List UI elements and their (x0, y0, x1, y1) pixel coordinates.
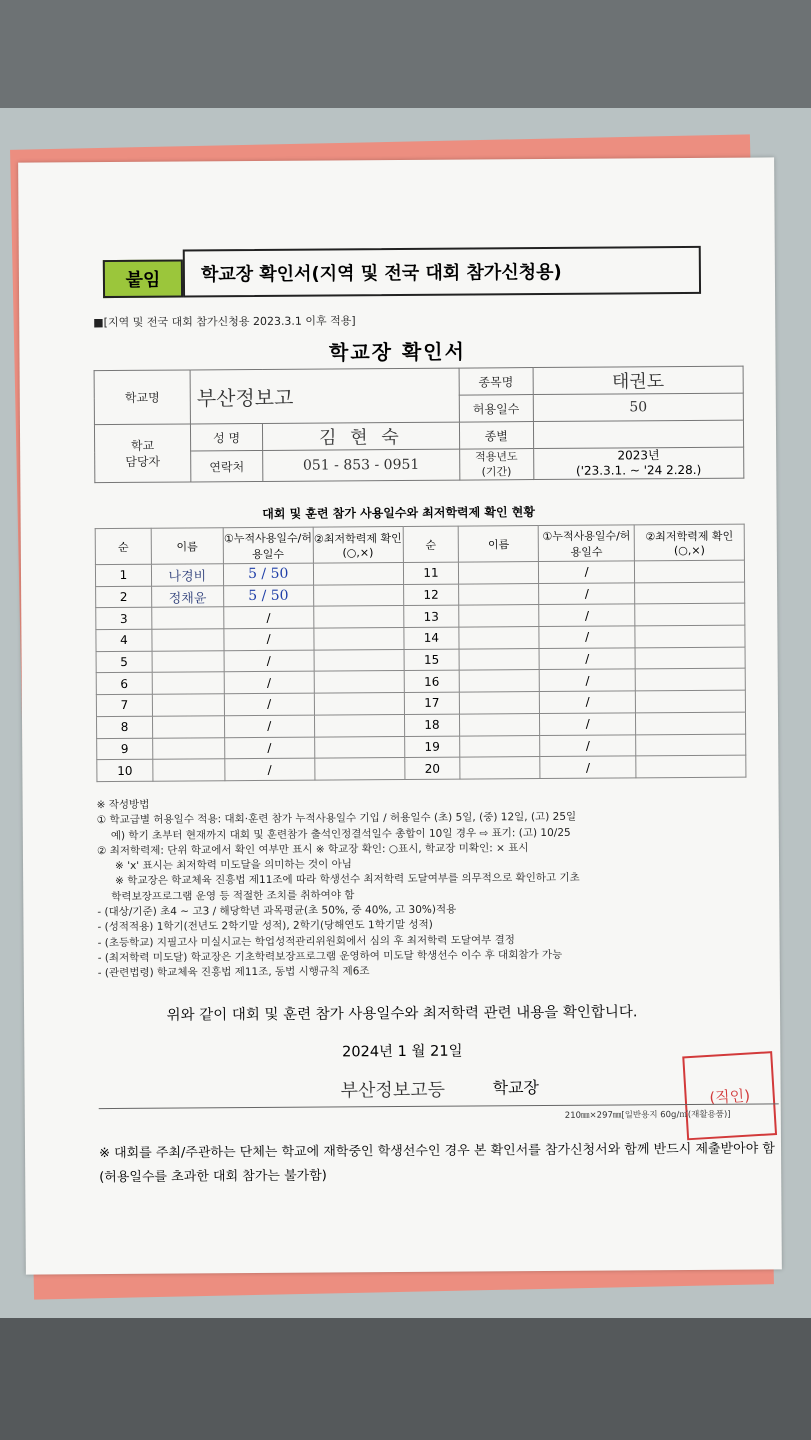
table-cell: 17 (404, 692, 460, 714)
table-cell: / (225, 758, 315, 780)
table-cell: 13 (403, 605, 459, 627)
col-header: ①누적사용일수/허용일수 (538, 525, 634, 562)
name-value: 김 현 숙 (262, 422, 459, 450)
table-cell: 6 (96, 673, 152, 695)
instruction-line: - (초등학교) 지필고사 미실시교는 학업성적관리위원회에서 심의 후 최저학력 도달여부 결정 (97, 933, 515, 949)
table-cell: 11 (403, 562, 459, 584)
instruction-line: 예) 학기 초부터 현재까지 대회 및 훈련참가 출석인정결석일수 총합이 10일 경우 ⇨ 표기: (고) 10/25 (110, 826, 571, 842)
table-cell: 5 (96, 651, 152, 673)
table-cell (460, 692, 540, 714)
table-cell: / (224, 628, 314, 650)
table-cell: 20 (404, 757, 460, 779)
table-cell (459, 648, 539, 670)
table-cell: 4 (96, 629, 152, 651)
table-cell: / (540, 756, 636, 778)
col-header: ②최저학력제 확인(○,×) (313, 526, 403, 563)
table-cell (459, 562, 539, 584)
table-cell (152, 607, 224, 629)
signature-school: 부산정보고등 (340, 1079, 446, 1102)
table-cell: 10 (97, 759, 153, 781)
col-header: 이름 (459, 526, 539, 563)
status-subtitle: 대회 및 훈련 참가 사용일수와 최저학력제 확인 현황 (262, 505, 535, 521)
table-cell: / (539, 604, 635, 626)
table-cell (635, 669, 745, 691)
table-cell (314, 693, 404, 715)
table-cell (635, 690, 745, 712)
table-cell: / (224, 650, 314, 672)
table-cell (314, 649, 404, 671)
table-cell (152, 694, 224, 716)
table-cell: / (539, 561, 635, 583)
attachment-tag: 붙임 (103, 260, 183, 299)
table-cell (636, 755, 746, 777)
table-cell: 14 (403, 627, 459, 649)
instruction-line: ※ 'x' 표시는 최저학력 미도달을 의미하는 것이 아님 (114, 858, 352, 873)
instruction-line: - (최저학력 미도달) 학교장은 기초학력보장프로그램 운영하여 미도달 학생선수 이수 후 대회참가 가능 (97, 948, 563, 965)
table-cell: / (224, 737, 314, 759)
event-value: 태권도 (533, 366, 743, 394)
year-label: 적용년도 (기간) (459, 449, 533, 481)
table-cell (460, 735, 540, 757)
instruction-line: - (관련법령) 학교체육 진흥법 제11조, 동법 시행규칙 제6조 (97, 965, 370, 980)
table-cell (152, 672, 224, 694)
table-cell: / (224, 693, 314, 715)
table-cell: / (539, 669, 635, 691)
table-cell (152, 716, 224, 738)
instruction-line: 학력보장프로그램 운영 등 적절한 조치를 취하여야 함 (111, 889, 355, 903)
issue-date: 2024년 1 월 21일 (342, 1043, 463, 1061)
table-cell (313, 606, 403, 628)
table-cell: / (540, 691, 636, 713)
school-label: 학교명 (94, 370, 190, 425)
footer-note: ※ 대회를 주최/주관하는 단체는 학교에 재학중인 학생선수인 경우 본 확인서를 참가신청서와 함께 반드시 제출받아야 함(허용일수를 초과한 대회 참가는 불가함) (98, 1141, 776, 1186)
year-cell (533, 447, 743, 479)
table-cell: 9 (97, 738, 153, 760)
table-cell: 3 (96, 608, 152, 630)
table-cell (635, 582, 745, 604)
school-value: 부산정보고 (190, 368, 459, 424)
table-cell (314, 758, 404, 780)
col-header: ①누적사용일수/허용일수 (223, 527, 313, 564)
principal-title: 학교장 (492, 1078, 540, 1098)
info-table (94, 366, 745, 484)
contact-label: 연락처 (191, 450, 263, 482)
table-cell (460, 757, 540, 779)
instruction-line: ※ 작성방법 (96, 798, 150, 812)
name-label: 성 명 (190, 423, 262, 451)
table-cell: / (539, 583, 635, 605)
table-cell: 18 (404, 714, 460, 736)
table-cell: 2 (96, 586, 152, 608)
document-paper (18, 157, 782, 1274)
table-cell (635, 647, 745, 669)
instruction-line: - (대상/기준) 초4 ~ 고3 / 해당학년 과목평균(초 50%, 중 40%, 고 30%)적용 (97, 903, 457, 919)
instruction-line: ② 최저학력제: 단위 학교에서 확인 여부만 표시 ※ 학교장 확인: ○표시, 학교장 미확인: × 표시 (96, 841, 529, 858)
table-cell: 5 / 50 (223, 563, 313, 585)
table-cell: / (224, 672, 314, 694)
table-cell (635, 560, 745, 582)
table-cell: 12 (403, 584, 459, 606)
days-value: 50 (533, 393, 743, 421)
event-label: 종목명 (459, 368, 533, 396)
table-cell (153, 737, 225, 759)
table-cell: / (224, 715, 314, 737)
table-cell: 8 (96, 716, 152, 738)
table-cell: / (540, 734, 636, 756)
table-row (97, 755, 746, 781)
table-cell (153, 759, 225, 781)
official-seal: (직인) (682, 1051, 777, 1140)
table-cell (152, 629, 224, 651)
table-cell (460, 713, 540, 735)
table-cell (460, 670, 540, 692)
col-header: 이름 (151, 528, 223, 565)
table-cell (314, 671, 404, 693)
instruction-line: - (성적적용) 1학기(전년도 2학기말 성적), 2학기(당해연도 1학기말 성적) (97, 919, 433, 934)
instruction-line: ※ 학교장은 학교체육 진흥법 제11조에 따라 학생선수 최저학력 도달여부를 의무적으로 확인하고 기초 (115, 872, 580, 888)
type-label: 종별 (459, 422, 533, 450)
table-cell: 1 (95, 564, 151, 586)
col-header: ②최저학력제 확인(○,×) (634, 524, 744, 561)
table-cell (313, 562, 403, 584)
table-cell: 15 (404, 649, 460, 671)
background-top (0, 0, 811, 108)
table-cell (635, 603, 745, 625)
col-header: 순 (95, 528, 151, 564)
table-cell: / (539, 626, 635, 648)
confirm-statement: 위와 같이 대회 및 훈련 참가 사용일수와 최저학력 관련 내용을 확인합니다. (166, 1004, 638, 1024)
manager-label: 학교 담당자 (94, 424, 190, 483)
instructions (97, 794, 758, 982)
document-title: 학교장 확인서 (328, 339, 466, 365)
instruction-line: ① 학교급별 허용일수 적용: 대회·훈련 참가 누적사용일수 기입 / 허용일수 (초) 5일, (중) 12일, (고) 25일 (96, 811, 577, 827)
table-cell (459, 583, 539, 605)
year-period: ('23.3.1. ~ '24 2.28.) (575, 462, 702, 478)
table-cell: 16 (404, 671, 460, 693)
table-cell: / (224, 606, 314, 628)
table-cell (459, 605, 539, 627)
table-cell: / (540, 713, 636, 735)
table-cell: / (539, 648, 635, 670)
paper-spec: 210㎜×297㎜[일반용지 60g/㎡(재활용품)] (564, 1109, 731, 1121)
table-cell: 7 (96, 694, 152, 716)
table-cell (635, 625, 745, 647)
table-cell: 정채윤 (151, 585, 223, 607)
background-bottom (0, 1318, 811, 1440)
contact-value: 051 - 853 - 0951 (263, 449, 460, 481)
applicable-note: ■[지역 및 전국 대회 참가신청용 2023.3.1 이후 적용] (93, 314, 356, 330)
usage-grid (95, 524, 747, 782)
type-value (533, 420, 743, 448)
year-value: 2023년 (617, 448, 660, 463)
table-cell (152, 650, 224, 672)
table-cell (314, 714, 404, 736)
col-header: 순 (403, 526, 459, 562)
form-header-title: 학교장 확인서(지역 및 전국 대회 참가신청용) (183, 246, 701, 298)
table-cell (314, 628, 404, 650)
table-cell: 5 / 50 (223, 585, 313, 607)
table-cell (636, 734, 746, 756)
table-cell (314, 736, 404, 758)
table-cell: 19 (404, 736, 460, 758)
table-cell: 나경비 (151, 564, 223, 586)
table-cell (459, 627, 539, 649)
days-label: 허용일수 (459, 395, 533, 423)
table-cell (313, 584, 403, 606)
table-cell (636, 712, 746, 734)
